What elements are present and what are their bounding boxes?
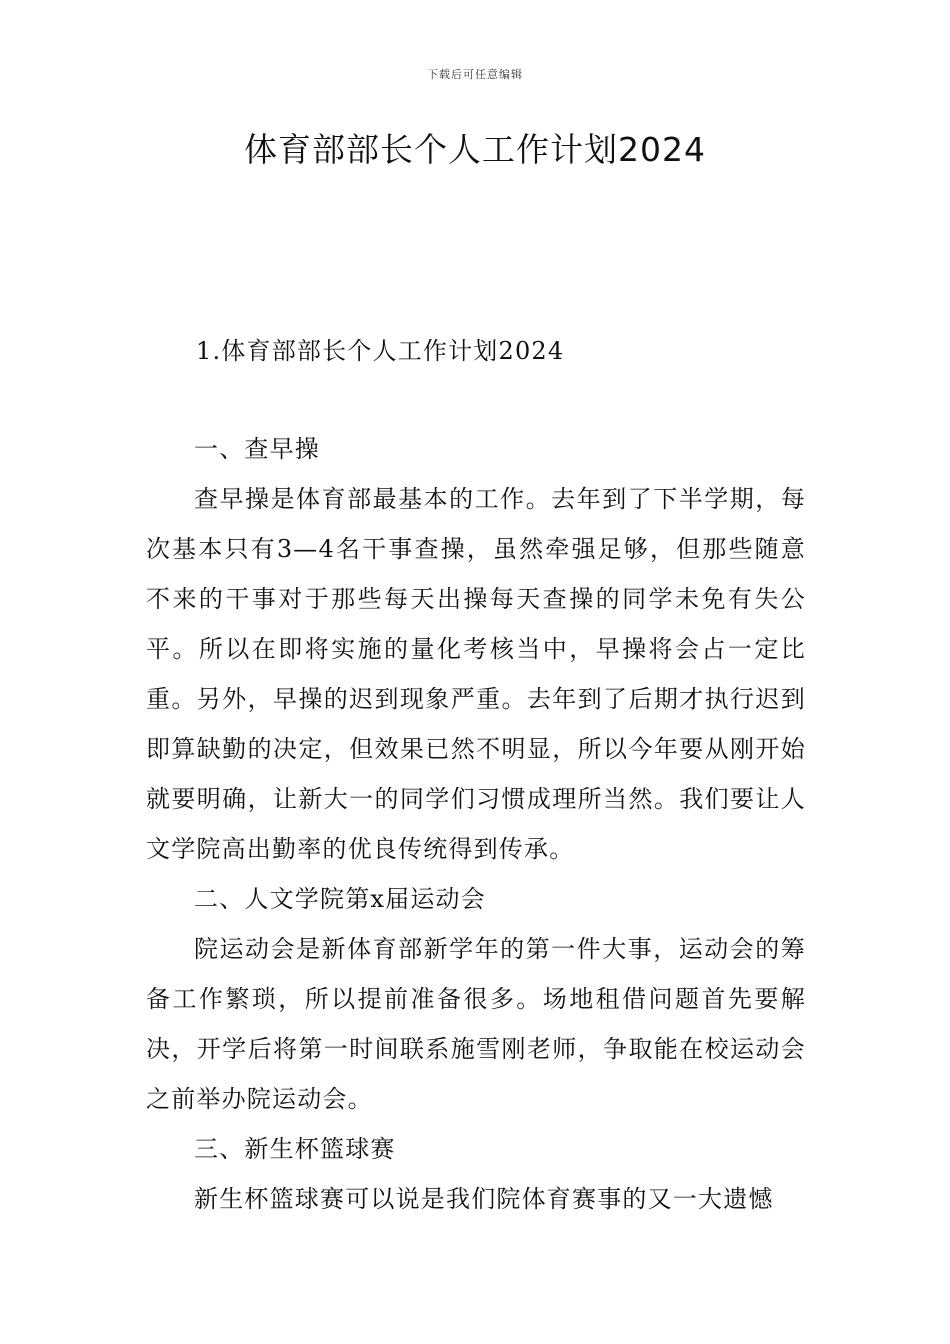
section-paragraph: 院运动会是新体育部新学年的第一件大事，运动会的筹备工作繁琐，所以提前准备很多。场地租借问题首先要解决，开学后将第一时间联系施雪刚老师，争取能在校运动会之前举办院运动会。 <box>146 935 806 1113</box>
section-heading: 三、新生杯篮球赛 <box>194 1135 396 1163</box>
header-note: 下载后可任意编辑 <box>427 68 523 81</box>
document-subtitle: 1.体育部部长个人工作计划2024 <box>196 337 565 365</box>
document-title: 体育部部长个人工作计划2024 <box>244 130 706 169</box>
section-heading: 二、人文学院第x届运动会 <box>194 885 486 913</box>
section-paragraph: 查早操是体育部最基本的工作。去年到了下半学期，每次基本只有3—4名干事查操，虽然牵强足够，但那些随意不来的干事对于那些每天出操每天查操的同学未免有失公平。所以在即将实施的量化考核当中，早操将会占一定比重。另外，早操的迟到现象严重。去年到了后期才执行迟到即算缺勤的决定，但效果已然不明显，所以今年要从刚开始就要明确，让新大一的同学们习惯成理所当然。我们要让人文学院高出勤率的优良传统得到传承。 <box>146 485 806 863</box>
document-body <box>146 424 806 1224</box>
section-paragraph: 新生杯篮球赛可以说是我们院体育赛事的又一大遗憾 <box>194 1185 774 1213</box>
section-heading: 一、查早操 <box>194 435 320 463</box>
